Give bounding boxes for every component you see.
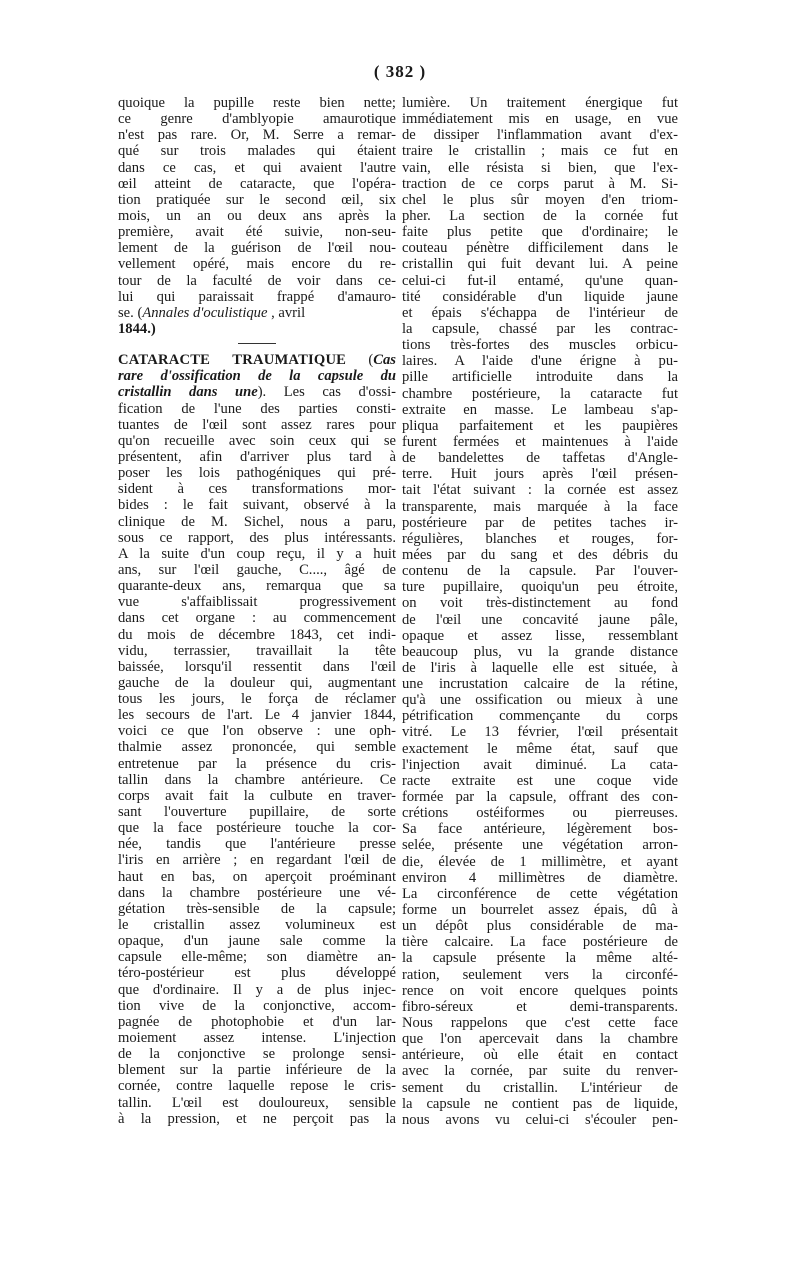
section-heading-title: CATARACTE TRAUMATIQUE [118, 352, 347, 369]
citation-year: 1844.) [118, 320, 156, 337]
text-line: A la suite d'un coup reçu, il y a huit [118, 545, 396, 562]
text-line: du mois de décembre 1843, cet indi- [118, 626, 396, 643]
text-line: crétions ostéiformes ou pierreuses. [402, 805, 678, 822]
text-line: pille artificielle introduite dans la [402, 369, 678, 386]
text-line: à la pression, et ne perçoit pas la [118, 1110, 396, 1127]
text-line: présentent, afin d'arriver plus tard à [118, 448, 396, 465]
text-line: la capsule présente la même alté- [402, 950, 678, 967]
text-line: lement de la guérison de l'œil nou- [118, 240, 396, 257]
text-line: fication de l'une des parties consti- [118, 400, 396, 417]
heading-subtitle-part-2: rare d'ossification de la capsule du [118, 368, 396, 385]
text-line: de bandelettes de taffetas d'Angle- [402, 450, 678, 467]
text-line: avec la cornée, par suite du renver- [402, 1063, 678, 1080]
text-line: poser les lois pathogéniques qui pré- [118, 465, 396, 482]
text-line: voici ce que l'on observe : une oph- [118, 723, 396, 740]
text-line: sement du cristallin. L'intérieur de [402, 1079, 678, 1096]
text-line: formée par la capsule, offrant des con- [402, 789, 678, 806]
text-line: thalmie assez prononcée, qui semble [118, 739, 396, 756]
text-line: que d'ordinaire. Il y a de plus injec- [118, 981, 396, 998]
text-line: quoique la pupille reste bien nette; [118, 95, 396, 111]
left-column [118, 95, 396, 1127]
text-line: immédiatement mis en usage, en vue [402, 111, 678, 128]
text-line: couteau pénètre difficilement dans le [402, 240, 678, 257]
text-line: qué sur trois malades qui étaient [118, 143, 396, 160]
text-line: ture pupillaire, quoiqu'un peu étroite, [402, 579, 678, 596]
text-line: qu'à une ossification ou mieux à une [402, 692, 678, 709]
text-line: que la face postérieure touche la cor- [118, 820, 396, 837]
text-line: traction de ce corps parut à M. Si- [402, 175, 678, 192]
text-line: forme un bourrelet assez épais, dû à [402, 902, 678, 919]
text-line: bides : le fait suivant, observé à la [118, 497, 396, 514]
text-line: baissée, lorsqu'il ressentit dans l'œil [118, 658, 396, 675]
text-line: racte extraite est une coque vide [402, 772, 678, 789]
text-line: dans la chambre postérieure une vé- [118, 884, 396, 901]
text-line: faite plus petite que d'ordinaire; le [402, 224, 678, 241]
text-line: opaque et assez lisse, ressemblant [402, 627, 678, 644]
text-line: sident à ces transformations mor- [118, 481, 396, 498]
text-line: contenu de la capsule. Par l'ouver- [402, 563, 678, 580]
text-line: œil atteint de cataracte, que l'opéra- [118, 175, 396, 192]
text-line: cristallin qui fuit devant lui. A peine [402, 256, 678, 273]
text-line: postérieure par de petites taches ir- [402, 514, 678, 531]
right-column [402, 95, 678, 1128]
text-line: sous ce rapport, des plus intéressants. [118, 529, 396, 546]
text-line: tait l'état suivant : la cornée est assez [402, 482, 678, 499]
text-line: transparente, mais marquée à la face [402, 498, 678, 515]
text-line: mois, un an ou deux ans après la [118, 207, 396, 224]
section-divider [238, 343, 276, 344]
text-line: vitré. Le 13 février, l'œil présentait [402, 724, 678, 741]
text-line: terre. Huit jours après l'œil présen- [402, 466, 678, 483]
text-line: furent fermées et maintenues à l'aide [402, 433, 678, 450]
text-line: traire le cristallin ; mais ce fut en [402, 143, 678, 160]
text-line: tions très-fortes des muscles orbicu- [402, 337, 678, 354]
text-line: de l'iris à laquelle elle est située, à [402, 659, 678, 676]
text-line: née, tandis que l'antérieure presse [118, 836, 396, 853]
source-year-line [118, 321, 396, 337]
source-citation-line [118, 305, 396, 321]
text-line: vain, elle résista si bien, que l'ex- [402, 159, 678, 176]
text-line: laires. A l'aide d'une érigne à pu- [402, 353, 678, 370]
text-line: que l'on apercevait dans la chambre [402, 1031, 678, 1048]
text-line: fibro-séreux et demi-transparents. [402, 998, 678, 1015]
text-line: ans, sur l'œil gauche, C...., âgé de [118, 561, 396, 578]
text-line: antérieure, où elle était en contact [402, 1047, 678, 1064]
text-line: Sa face antérieure, légèrement bos- [402, 821, 678, 838]
text-line: rence on voit encore quelques points [402, 982, 678, 999]
text-line: l'injection avait diminué. La cata- [402, 756, 678, 773]
text-line: pétrification commençante du corps [402, 708, 678, 725]
text-line: l'iris en arrière ; en regardant l'œil de [118, 852, 396, 869]
citation-prefix: se. ( [118, 304, 143, 321]
page-number: ( 382 ) [373, 62, 427, 81]
section-heading-line-3 [118, 384, 396, 400]
text-line: chambre postérieure, la cataracte fut [402, 385, 678, 402]
text-line: sant l'ouverture pupillaire, de sorte [118, 804, 396, 821]
text-line: tion pratiquée sur le second œil, six [118, 191, 396, 208]
text-line: Nous rappelons que c'est cette face [402, 1015, 678, 1032]
text-line: nous avons vu celui-ci s'écouler pen- [402, 1111, 678, 1128]
text-line: ce genre d'amblyopie amaurotique [118, 111, 396, 128]
text-line: qu'on recueille avec soin ceux qui se [118, 432, 396, 449]
text-line: chel le plus sûr moyen d'en triom- [402, 191, 678, 208]
text-line: première, avait été suivie, non-seu- [118, 224, 396, 241]
text-line: et épais s'échappa de l'intérieur de [402, 304, 678, 321]
text-line: clinique de M. Sichel, nous a paru, [118, 513, 396, 530]
text-line: beaucoup plus, vu la grande distance [402, 643, 678, 660]
text-line: capsule elle-même; son diamètre an- [118, 949, 396, 966]
text-line: tous les jours, le força de réclamer [118, 691, 396, 708]
text-line: entretenue par la présence du cris- [118, 755, 396, 772]
text-line: téro-postérieur est plus développé [118, 965, 396, 982]
text-line: tière calcaire. La face postérieure de [402, 934, 678, 951]
text-line: de dissiper l'inflammation avant d'ex- [402, 127, 678, 144]
text-line: moiement assez intense. L'injection [118, 1030, 396, 1047]
text-line: la capsule, chassé par les contrac- [402, 320, 678, 337]
text-line: tour de la faculté de voir dans ce- [118, 272, 396, 289]
text-line: gétation très-sensible de la capsule; [118, 900, 396, 917]
heading-subtitle-part-3: cristallin dans une [118, 384, 258, 401]
text-line: un dépôt plus considérable de ma- [402, 918, 678, 935]
citation-suffix: , avril [267, 304, 306, 321]
text-line: blement sur la partie inférieure de la [118, 1062, 396, 1079]
text-line: vellement opéré, mais encore du re- [118, 256, 396, 273]
paragraph-amaurosis [118, 95, 396, 305]
citation-journal-title: Annales d'oculistique [142, 304, 268, 321]
text-line: pher. La section de la cornée fut [402, 207, 678, 224]
heading-close-text: ). Les cas d'ossi- [257, 384, 396, 401]
text-line: vue s'affaiblissait progressivement [118, 594, 396, 611]
text-line: La circonférence de cette végétation [402, 885, 678, 902]
text-line: une incrustation calcaire de la rétine, [402, 676, 678, 693]
heading-open-paren: ( [346, 352, 374, 369]
text-line: de l'œil une concavité jaune pâle, [402, 611, 678, 628]
text-line: environ 4 millimètres de diamètre. [402, 869, 678, 886]
text-line: de la conjonctive se prolonge sensi- [118, 1046, 396, 1063]
text-line: celui-ci fut-il entamé, qu'une quan- [402, 272, 678, 289]
text-line: pliqua parfaitement et les paupières [402, 417, 678, 434]
text-line: opaque, d'un jaune sale comme la [118, 933, 396, 950]
text-line: régulières, blanches et rouges, for- [402, 530, 678, 547]
section-heading-line-2 [118, 368, 396, 384]
text-line: corps avait fait la culbute en traver- [118, 787, 396, 804]
text-line: lui qui paraissait frappé d'amauro- [118, 288, 396, 305]
text-line: on voit très-distinctement au fond [402, 595, 678, 612]
text-line: die, élevée de 1 millimètre, et ayant [402, 853, 678, 870]
text-line: gauche de la douleur qui, augmentant [118, 674, 396, 691]
text-line: la capsule ne contient pas de liquide, [402, 1095, 678, 1112]
text-line: tallin. L'œil est douloureux, sensible [118, 1094, 396, 1111]
text-line: extraite en masse. Le lambeau s'ap- [402, 401, 678, 418]
text-line: tité considérable d'un liquide jaune [402, 288, 678, 305]
text-line: tallin dans la chambre antérieure. Ce [118, 771, 396, 788]
text-line: exactement le même état, sauf que [402, 740, 678, 757]
text-line: quarante-deux ans, remarqua que sa [118, 578, 396, 595]
text-line: dans ce cas, et qui avaient l'autre [118, 159, 396, 176]
paragraph-traumatic-cataract [118, 401, 396, 1127]
text-line: pagnée de photophobie et d'un lar- [118, 1013, 396, 1030]
text-line: ration, seulement vers la circonfé- [402, 966, 678, 983]
text-line: cornée, contre laquelle repose le cris- [118, 1078, 396, 1095]
heading-subtitle-part-1: Cas [373, 352, 396, 369]
text-line: haut en bas, on aperçoit proéminant [118, 868, 396, 885]
text-line: dans cet organe : au commencement [118, 610, 396, 627]
text-line: les secours de l'art. Le 4 janvier 1844, [118, 707, 396, 724]
text-line: n'est pas rare. Or, M. Serre a remar- [118, 127, 396, 144]
text-line: le cristallin assez volumineux est [118, 917, 396, 934]
text-line: tuantes de l'œil sont assez rares pour [118, 416, 396, 433]
text-line: lumière. Un traitement énergique fut [402, 95, 678, 111]
text-line: vidu, terrassier, travaillait la tête [118, 642, 396, 659]
text-line: tion vive de la conjonctive, accom- [118, 997, 396, 1014]
section-heading-line-1 [118, 352, 396, 368]
text-line: selée, présente une végétation arron- [402, 837, 678, 854]
text-line: mées par du sang et des débris du [402, 546, 678, 563]
